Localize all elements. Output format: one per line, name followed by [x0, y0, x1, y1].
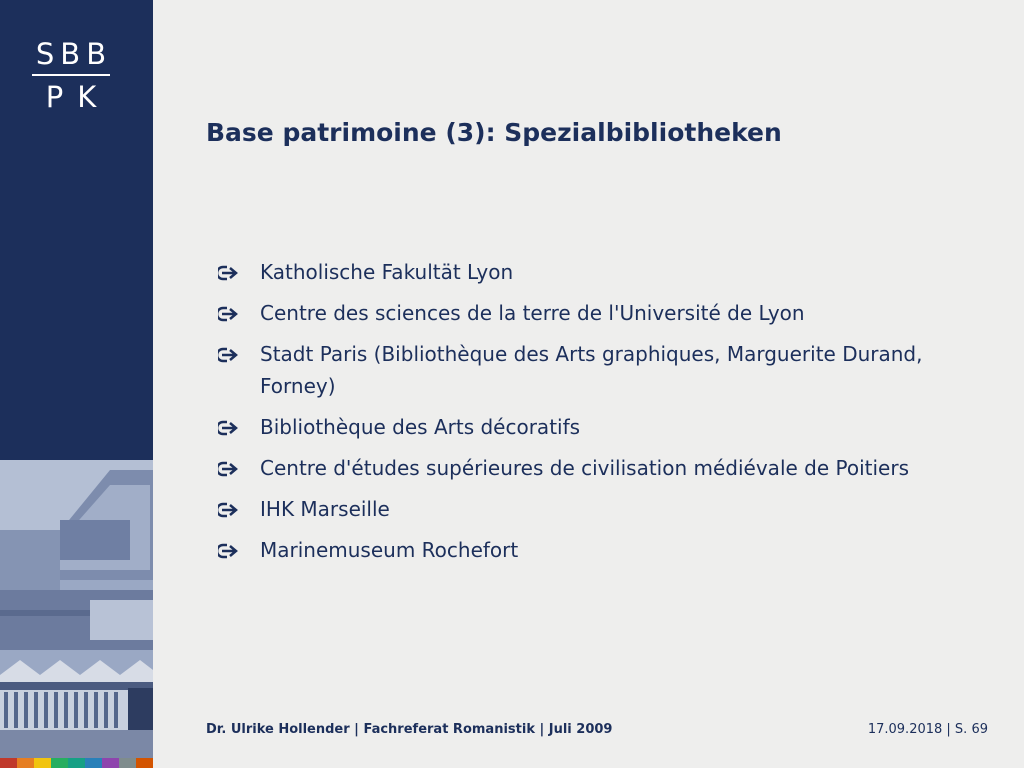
strip-segment: [0, 758, 17, 768]
bullet-text: Centre des sciences de la terre de l'Université de Lyon: [260, 301, 805, 325]
arrow-right-icon: [218, 346, 240, 364]
list-item: [218, 452, 938, 484]
building-illustration: [0, 460, 153, 760]
strip-segment: [68, 758, 85, 768]
bullet-text: Marinemuseum Rochefort: [260, 538, 519, 562]
footer-page-info: [868, 722, 988, 737]
arrow-right-icon: [218, 460, 240, 478]
footer-date: 17.09.2018: [867, 722, 943, 737]
bullet-text: Stadt Paris (Bibliothèque des Arts graphiques, Marguerite Durand, Forney): [260, 342, 923, 398]
list-item: [218, 411, 938, 443]
footer-author: Dr. Ulrike Hollender | Fachreferat Romanistik | Juli 2009: [206, 722, 613, 737]
arrow-right-icon: [218, 542, 240, 560]
strip-segment: [17, 758, 34, 768]
list-item: [218, 256, 938, 288]
bullet-text: Katholische Fakultät Lyon: [260, 260, 514, 284]
bullet-text: Bibliothèque des Arts décoratifs: [260, 415, 581, 439]
logo-top-text: SBB: [35, 37, 113, 71]
list-item: [218, 297, 938, 329]
arrow-right-icon: [218, 264, 240, 282]
logo-divider: [32, 74, 110, 76]
strip-segment: [85, 758, 102, 768]
logo-bottom-text: PK: [45, 80, 111, 114]
strip-segment: [51, 758, 68, 768]
bullet-list: [218, 256, 938, 575]
arrow-right-icon: [218, 305, 240, 323]
bullet-text: IHK Marseille: [260, 497, 390, 521]
arrow-right-icon: [218, 501, 240, 519]
sidebar: [0, 0, 153, 768]
strip-segment: [102, 758, 119, 768]
slide-title: Base patrimoine (3): Spezialbibliotheken: [206, 118, 782, 147]
strip-segment: [119, 758, 136, 768]
strip-segment: [34, 758, 51, 768]
arrow-right-icon: [218, 419, 240, 437]
footer-page-number: | S. 69: [946, 722, 988, 737]
color-strip: [0, 758, 153, 768]
sbb-pk-logo: [28, 38, 114, 113]
library-building-photo: [0, 460, 153, 760]
strip-segment: [136, 758, 153, 768]
list-item: [218, 493, 938, 525]
list-item: [218, 338, 938, 402]
list-item: [218, 534, 938, 566]
bullet-text: Centre d'études supérieures de civilisation médiévale de Poitiers: [260, 456, 910, 480]
